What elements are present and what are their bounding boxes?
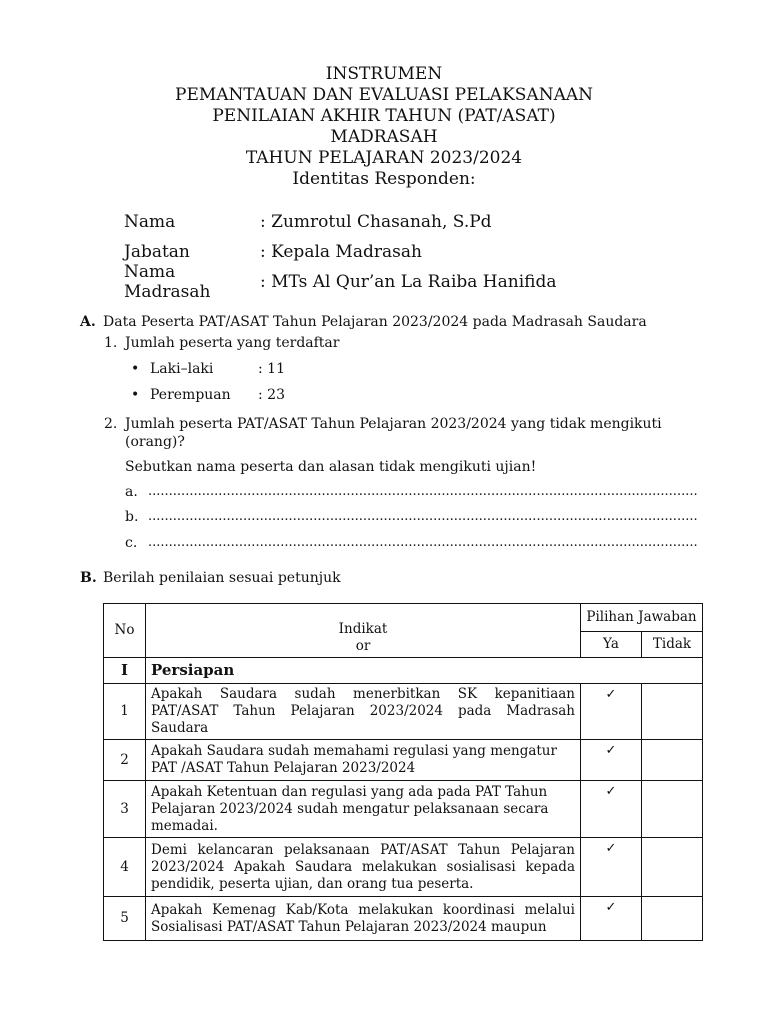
identity-label: Nama Madrasah bbox=[124, 262, 211, 302]
header-tidak: Tidak bbox=[642, 632, 703, 658]
checkmark-icon: ✓ bbox=[605, 784, 617, 799]
group-number: I bbox=[104, 658, 146, 684]
gender-value-female: : 23 bbox=[258, 387, 285, 403]
identity-label: Jabatan bbox=[124, 242, 190, 262]
indicator-table bbox=[103, 603, 703, 941]
table-row bbox=[104, 838, 703, 897]
gender-label-female: Perempuan bbox=[150, 387, 231, 403]
section-a-letter: A. bbox=[80, 314, 96, 330]
title-line-5: TAHUN PELAJARAN 2023/2024 bbox=[245, 148, 523, 168]
answer-ya-cell[interactable] bbox=[581, 740, 642, 781]
blank-line-b: ..................................................................................................................................... bbox=[148, 509, 698, 524]
row-indicator: Apakah Kemenag Kab/Kota melakukan koordinasi melalui Sosialisasi PAT/ASAT Tahun Pelajaran 2023/2024 maupun bbox=[146, 897, 581, 941]
blank-line-a: ..................................................................................................................................... bbox=[148, 484, 698, 499]
section-b-letter: B. bbox=[80, 570, 97, 586]
answer-ya-cell[interactable] bbox=[581, 684, 642, 740]
row-indicator: Demi kelancaran pelaksanaan PAT/ASAT Tahun Pelajaran 2023/2024 Apakah Saudara melakukan sosialisasi kepada pendidik, peserta ujian, dan orang tua peserta. bbox=[146, 838, 581, 897]
section-a-heading: Data Peserta PAT/ASAT Tahun Pelajaran 2023/2024 pada Madrasah Saudara bbox=[103, 314, 647, 330]
checkmark-icon: ✓ bbox=[605, 743, 617, 758]
question-2-text-line-1: Jumlah peserta PAT/ASAT Tahun Pelajaran 2023/2024 yang tidak mengikuti bbox=[125, 416, 662, 432]
document-title bbox=[0, 64, 768, 190]
row-number: 5 bbox=[104, 897, 146, 941]
row-indicator: Apakah Ketentuan dan regulasi yang ada pada PAT Tahun Pelajaran 2023/2024 sudah mengatur pelaksanaan secara memadai. bbox=[146, 781, 581, 838]
question-2-number: 2. bbox=[104, 416, 118, 432]
row-indicator: Apakah Saudara sudah menerbitkan SK kepanitiaan PAT/ASAT Tahun Pelajaran 2023/2024 pada Madrasah Saudara bbox=[146, 684, 581, 740]
header-ya: Ya bbox=[581, 632, 642, 658]
group-row bbox=[104, 658, 703, 684]
group-label: Persiapan bbox=[146, 658, 703, 684]
question-1-text: Jumlah peserta yang terdaftar bbox=[125, 335, 340, 351]
question-2-text-line-2: (orang)? bbox=[125, 434, 185, 450]
answer-ya-cell[interactable] bbox=[581, 838, 642, 897]
answer-tidak-cell[interactable] bbox=[642, 684, 703, 740]
row-number: 3 bbox=[104, 781, 146, 838]
table-header-row bbox=[104, 604, 703, 632]
question-2-prompt: Sebutkan nama peserta dan alasan tidak mengikuti ujian! bbox=[125, 459, 537, 475]
row-number: 4 bbox=[104, 838, 146, 897]
blank-letter-b: b. bbox=[125, 509, 139, 525]
header-indicator-line-1: Indikat bbox=[338, 621, 388, 637]
gender-value-male: : 11 bbox=[258, 361, 285, 377]
title-line-3: PENILAIAN AKHIR TAHUN (PAT/ASAT) bbox=[212, 106, 556, 126]
table-row bbox=[104, 740, 703, 781]
blank-letter-c: c. bbox=[125, 535, 138, 551]
header-answer-choice: Pilihan Jawaban bbox=[581, 604, 703, 632]
title-line-2: PEMANTAUAN DAN EVALUASI PELAKSANAAN bbox=[175, 85, 593, 105]
identity-value: : Kepala Madrasah bbox=[260, 242, 422, 262]
identity-value: : Zumrotul Chasanah, S.Pd bbox=[260, 212, 492, 232]
title-line-4: MADRASAH bbox=[330, 127, 438, 147]
answer-ya-cell[interactable] bbox=[581, 781, 642, 838]
answer-tidak-cell[interactable] bbox=[642, 781, 703, 838]
checkmark-icon: ✓ bbox=[605, 687, 617, 702]
blank-letter-a: a. bbox=[125, 484, 138, 500]
checkmark-icon: ✓ bbox=[605, 841, 617, 856]
identity-row-name bbox=[124, 207, 557, 237]
bullet-icon: • bbox=[131, 387, 140, 403]
header-indicator bbox=[146, 604, 581, 658]
title-line-1: INSTRUMEN bbox=[325, 64, 443, 84]
section-b-heading: Berilah penilaian sesuai petunjuk bbox=[103, 570, 341, 586]
table-row bbox=[104, 897, 703, 941]
checkmark-icon: ✓ bbox=[605, 900, 617, 915]
identity-row-madrasah bbox=[124, 262, 557, 302]
row-indicator: Apakah Saudara sudah memahami regulasi yang mengatur PAT /ASAT Tahun Pelajaran 2023/2024 bbox=[146, 740, 581, 781]
table-row bbox=[104, 781, 703, 838]
table-row bbox=[104, 684, 703, 740]
answer-tidak-cell[interactable] bbox=[642, 740, 703, 781]
blank-line-c: ..................................................................................................................................... bbox=[148, 535, 698, 550]
answer-tidak-cell[interactable] bbox=[642, 838, 703, 897]
header-indicator-line-2: or bbox=[355, 638, 371, 654]
gender-label-male: Laki–laki bbox=[150, 361, 214, 377]
question-1-number: 1. bbox=[104, 335, 118, 351]
respondent-heading: Identitas Responden: bbox=[292, 169, 476, 189]
answer-ya-cell[interactable] bbox=[581, 897, 642, 941]
row-number: 2 bbox=[104, 740, 146, 781]
header-no: No bbox=[104, 604, 146, 658]
identity-value: : MTs Al Qur’an La Raiba Hanifida bbox=[260, 272, 557, 292]
bullet-icon: • bbox=[131, 361, 140, 377]
row-number: 1 bbox=[104, 684, 146, 740]
answer-tidak-cell[interactable] bbox=[642, 897, 703, 941]
identity-label: Nama bbox=[124, 212, 176, 232]
respondent-identity bbox=[124, 207, 557, 302]
